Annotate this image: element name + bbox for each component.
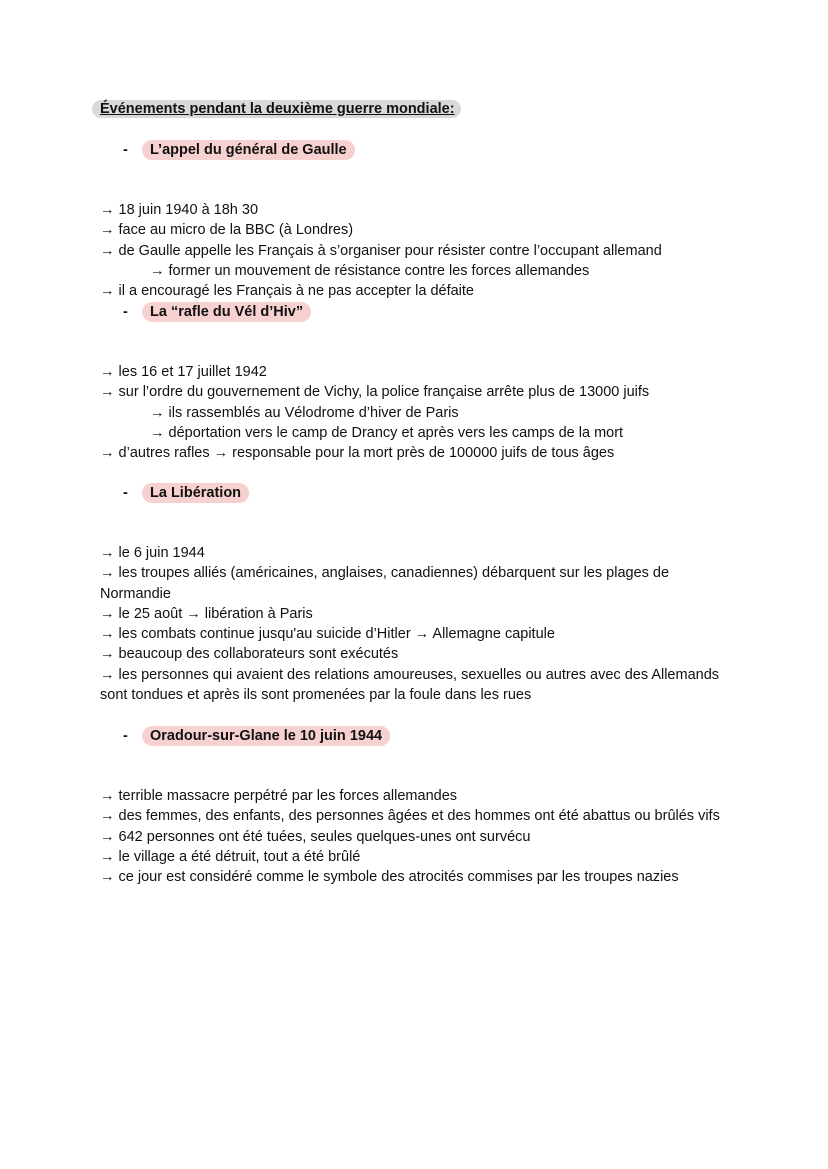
section-lines [0, 766, 828, 887]
text-line: → sur l’ordre du gouvernement de Vichy, la police française arrête plus de 13000 juifs [100, 384, 650, 401]
text-line-wrapped: → des femmes, des enfants, des personnes âgées et des hommes ont été abattus ou brûlés vifs [100, 808, 720, 825]
text-line: → 18 juin 1940 à 18h 30 [100, 202, 259, 218]
section-lines [0, 180, 828, 301]
bullet-dash: - [123, 304, 128, 320]
text-line: → beaucoup des collaborateurs sont exécutés [100, 646, 399, 663]
section-heading-text: La “rafle du Vél d’Hiv” [142, 302, 311, 322]
section-lines [0, 523, 828, 705]
document-title [92, 100, 461, 118]
bullet-dash: - [123, 485, 128, 501]
text-line: → le 6 juin 1944 [100, 545, 205, 561]
bullet-dash: - [123, 728, 128, 744]
section-oradour-sur-glane [0, 726, 828, 887]
text-line: → le 25 août → libération à Paris [100, 605, 313, 622]
text-line: → les 16 et 17 juillet 1942 [100, 364, 267, 380]
section-heading-text: La Libération [142, 483, 249, 503]
section-appel-de-gaulle [0, 140, 828, 301]
text-line-wrapped: → les personnes qui avaient des relations amoureuses, sexuelles ou autres avec des Allemands sont tondues et après ils sont promenées par la foule dans les rues [100, 666, 720, 704]
section-heading [0, 483, 828, 505]
text-line: → de Gaulle appelle les Français à s’organiser pour résister contre l’occupant allemand [100, 242, 662, 259]
text-line-indented: → former un mouvement de résistance contre les forces allemandes [150, 262, 590, 279]
text-line: → terrible massacre perpétré par les forces allemandes [100, 788, 458, 804]
text-line: → ce jour est considéré comme le symbole des atrocités commises par les troupes nazies [100, 869, 679, 886]
section-heading-text: L’appel du général de Gaulle [142, 140, 355, 160]
text-line-indented: → ils rassemblés au Vélodrome d’hiver de Paris [150, 404, 459, 421]
section-heading [0, 726, 828, 748]
text-line: → il a encouragé les Français à ne pas accepter la défaite [100, 283, 474, 300]
section-heading-text: Oradour-sur-Glane le 10 juin 1944 [142, 726, 390, 746]
section-heading [0, 140, 828, 162]
text-line-wrapped: → les troupes alliés (américaines, anglaises, canadiennes) débarquent sur les plages de Normandie [100, 565, 670, 602]
text-line: → 642 personnes ont été tuées, seules quelques-unes ont survécu [100, 828, 531, 845]
document-title-text: Événements pendant la deuxième guerre mondiale: [92, 100, 461, 118]
text-line: → face au micro de la BBC (à Londres) [100, 222, 354, 239]
text-line: → le village a été détruit, tout a été brûlé [100, 848, 361, 865]
section-heading [0, 302, 828, 324]
bullet-dash: - [123, 142, 128, 158]
text-line-indented: → déportation vers le camp de Drancy et après vers les camps de la mort [150, 424, 624, 441]
section-rafle-vel-dhiv [0, 302, 828, 463]
section-lines [0, 342, 828, 463]
section-liberation [0, 483, 828, 705]
text-line: → d’autres rafles → responsable pour la mort près de 100000 juifs de tous âges [100, 445, 615, 462]
text-line: → les combats continue jusqu'au suicide d’Hitler → Allemagne capitule [100, 626, 555, 643]
